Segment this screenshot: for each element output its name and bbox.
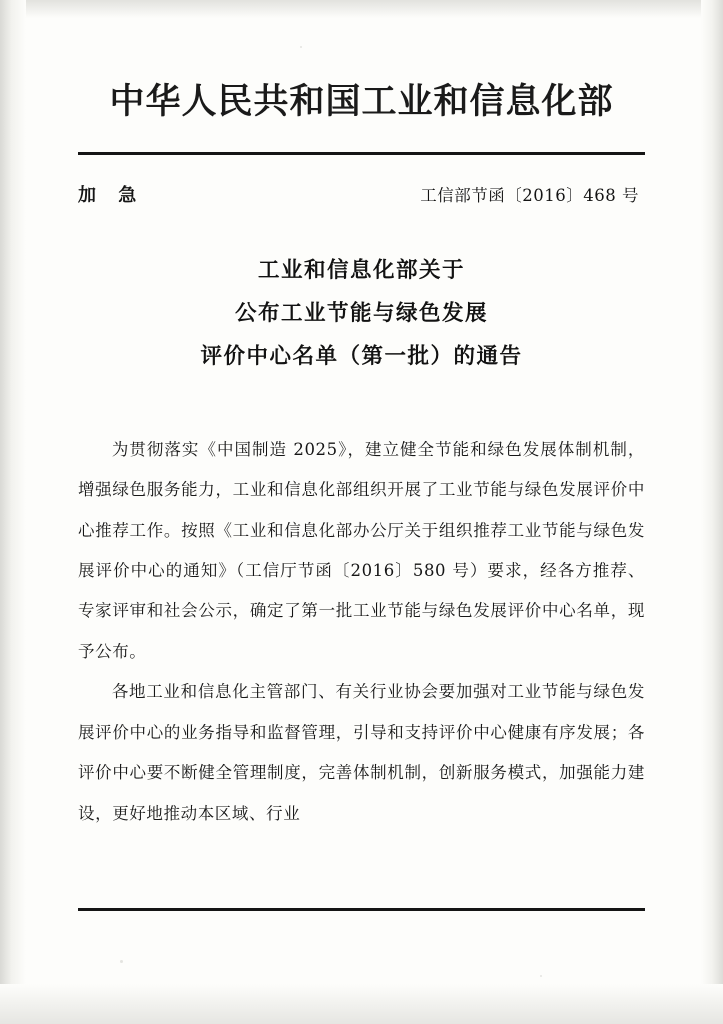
body-paragraph-2: 各地工业和信息化主管部门、有关行业协会要加强对工业节能与绿色发展评价中心的业务指导和监督管理，引导和支持评价中心健康有序发展；各评价中心要不断健全管理制度，完善体制机制，创新服务模式，加强能力建设，更好地推动本区域、行业 (78, 682, 645, 823)
masthead-title: 中华人民共和国工业和信息化部 (109, 81, 614, 122)
scan-edge-left (0, 0, 26, 1024)
title-line-1: 工业和信息化部关于 (257, 257, 465, 283)
document-body (78, 430, 645, 834)
footer-divider-rule (78, 908, 645, 911)
header-divider-rule (78, 152, 645, 155)
body-paragraph-1: 为贯彻落实《中国制造 2025》，建立健全节能和绿色发展体制机制，增强绿色服务能力，工业和信息化部组织开展了工业节能与绿色发展评价中心推荐工作。按照《工业和信息化部办公厅关于组织推荐工业节能与绿色发展评价中心的通知》（工信厅节函〔2016〕580 号）要求，经各方推荐、专家评审和社会公示，确定了第一批工业节能与绿色发展评价中心名单，现予公布。 (78, 439, 645, 661)
scan-edge-bottom (0, 984, 723, 1024)
document-meta-row (78, 181, 645, 207)
document-number: 工信部节函〔2016〕468 号 (420, 185, 639, 205)
scan-edge-right (701, 0, 723, 1024)
scan-edge-top (0, 0, 723, 18)
document-content (78, 80, 645, 834)
scan-speckle (300, 46, 302, 48)
scan-speckle (540, 975, 542, 977)
title-line-2: 公布工业节能与绿色发展 (234, 300, 488, 326)
title-line-3: 评价中心名单（第一批）的通告 (200, 343, 523, 369)
urgency-label: 加 急 (78, 184, 145, 206)
scan-speckle (120, 960, 123, 963)
document-title (78, 249, 645, 378)
